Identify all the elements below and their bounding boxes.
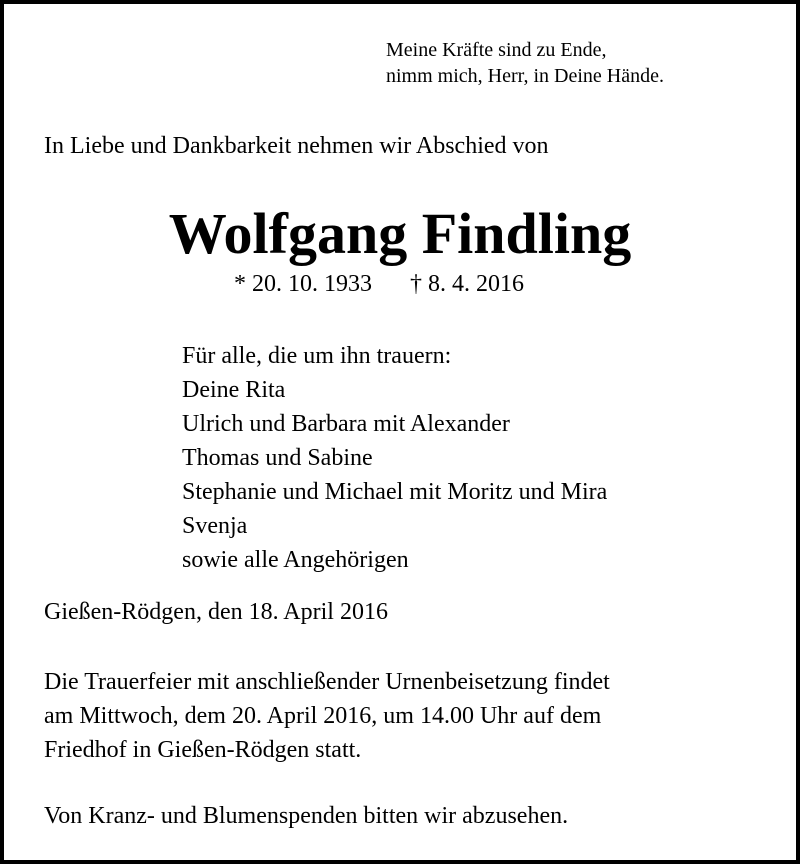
ceremony-line: am Mittwoch, dem 20. April 2016, um 14.00 Uhr auf dem (44, 703, 602, 729)
ceremony-line: Friedhof in Gießen-Rödgen statt. (44, 737, 362, 763)
life-dates (234, 269, 524, 299)
mourner-line: Thomas und Sabine (182, 445, 373, 471)
mourner-line: Ulrich und Barbara mit Alexander (182, 411, 510, 437)
death-date: † 8. 4. 2016 (410, 271, 524, 297)
ceremony-info (44, 665, 610, 767)
place-and-date: Gießen-Rödgen, den 18. April 2016 (44, 599, 388, 625)
mourners-heading: Für alle, die um ihn trauern: (182, 343, 452, 369)
motto-line: Meine Kräfte sind zu Ende, (386, 39, 607, 61)
intro-text: In Liebe und Dankbarkeit nehmen wir Abschied von (44, 133, 549, 159)
mourner-line: Deine Rita (182, 377, 286, 403)
mourner-line: sowie alle Angehörigen (182, 547, 409, 573)
mourner-line: Stephanie und Michael mit Moritz und Mira (182, 479, 608, 505)
flower-request: Von Kranz- und Blumenspenden bitten wir abzusehen. (44, 803, 569, 829)
deceased-name: Wolfgang Findling (168, 201, 632, 266)
motto-verse (386, 37, 664, 89)
ceremony-line: Die Trauerfeier mit anschließender Urnenbeisetzung findet (44, 669, 610, 695)
motto-line: nimm mich, Herr, in Deine Hände. (386, 65, 665, 87)
mourners-list (182, 339, 607, 577)
birth-date: * 20. 10. 1933 (234, 271, 372, 297)
mourner-line: Svenja (182, 513, 248, 539)
